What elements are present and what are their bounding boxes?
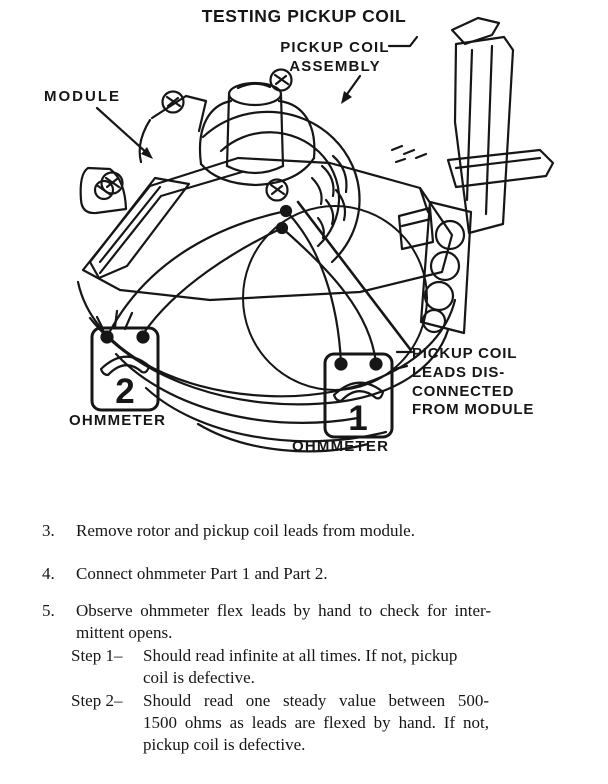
instruction-text: Observe ohmmeter flex leads by hand to check for inter- bbox=[76, 601, 491, 620]
leads-label-line4: FROM MODULE bbox=[412, 401, 535, 419]
instruction-text: mittent opens. bbox=[76, 623, 173, 642]
step-label: Step 1– bbox=[71, 646, 123, 665]
step-text: coil is defective. bbox=[143, 668, 255, 687]
wiring-connector bbox=[399, 202, 471, 333]
ohmmeter-1 bbox=[325, 354, 392, 438]
leads-label-line2: LEADS DIS- bbox=[412, 363, 506, 381]
ohmmeter-1-number: 1 bbox=[348, 399, 368, 438]
ohmmeter-2-label: OHMMETER bbox=[69, 412, 167, 429]
pickup-coil-assembly-label bbox=[272, 38, 398, 76]
step-text: 1500 ohms as leads are flexed by hand. If not, bbox=[143, 713, 489, 732]
module-plate bbox=[81, 168, 189, 278]
ohmmeter-2 bbox=[92, 328, 158, 411]
leads-label-line1: PICKUP COIL bbox=[412, 345, 518, 362]
page-title: TESTING PICKUP COIL bbox=[201, 6, 407, 26]
assembly-label-line2: ASSEMBLY bbox=[289, 58, 381, 75]
instruction-text: Remove rotor and pickup coil leads from module. bbox=[76, 521, 415, 540]
pickup-coil-leads-label bbox=[412, 345, 534, 420]
instruction-number: 3. bbox=[42, 521, 55, 540]
module-label: MODULE bbox=[44, 88, 121, 105]
instruction-text: Connect ohmmeter Part 1 and Part 2. bbox=[76, 564, 328, 583]
leads-label-line3: CONNECTED bbox=[412, 382, 515, 400]
step-text: Should read infinite at all times. If not, pickup bbox=[143, 646, 458, 665]
instruction-number: 4. bbox=[42, 564, 55, 583]
mounting-bolts bbox=[102, 70, 292, 201]
ohmmeter-2-number: 2 bbox=[115, 372, 135, 411]
ohmmeter-1-label: OHMMETER bbox=[292, 438, 390, 455]
step-text: Should read one steady value between 500- bbox=[143, 691, 489, 710]
mounting-bracket bbox=[392, 18, 553, 233]
leader-lines bbox=[97, 37, 417, 369]
step-text: pickup coil is defective. bbox=[143, 735, 306, 754]
assembly-label-line1: PICKUP COIL bbox=[280, 39, 390, 56]
step-label: Step 2– bbox=[71, 691, 123, 710]
instruction-number: 5. bbox=[42, 601, 55, 620]
